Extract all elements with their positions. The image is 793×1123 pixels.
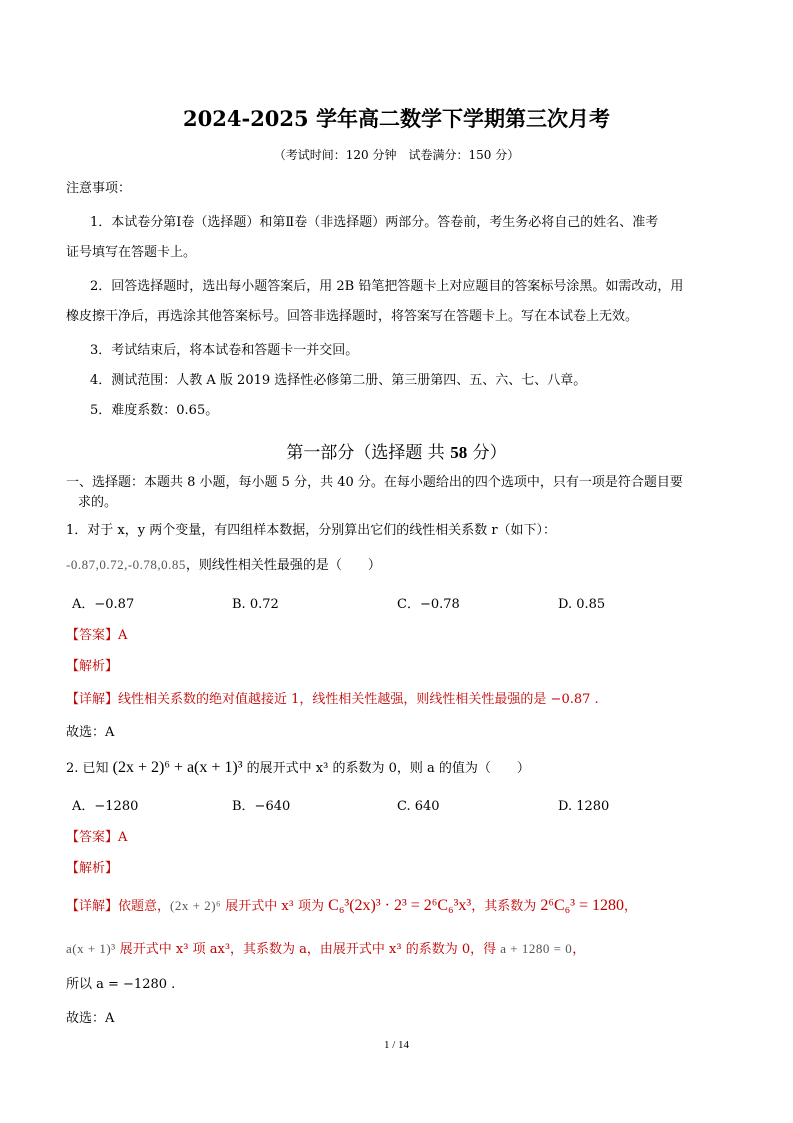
note-3: 3．考试结束后，将本试卷和答题卡一并交回。 [90,343,359,358]
exam-info: （考试时间：120 分钟 试卷满分：150 分） [273,148,520,162]
q1-stem: 1．对于 x，y 两个变量，有四组样本数据，分别算出它们的线性相关系数 r（如下）： [66,523,557,538]
q1-option-d: D. 0.85 [558,597,606,612]
section-instructions-line-1: 一、选择题：本题共 8 小题，每小题 5 分，共 40 分。在每小题给出的四个选项中，只有一项是符合题目要 [66,475,683,490]
q1-option-c: C．−0.78 [397,597,460,612]
q1-analysis-label: 【解析】 [66,659,119,674]
page-title: 2024-2025 学年高二数学下学期第三次月考 [183,106,610,131]
note-1-line-1: 1．本试卷分第Ⅰ卷（选择题）和第Ⅱ卷（非选择题）两部分。答卷前，考生务必将自己的姓名、准考 [90,215,659,230]
note-2-line-1: 2．回答选择题时，选出每小题答案后，用 2B 铅笔把答题卡上对应题目的答案标号涂黑。如需改动，用 [90,279,684,294]
q1-option-b: B. 0.72 [232,597,279,612]
q2-option-d: D. 1280 [558,799,610,814]
q2-option-a: A．−1280 [72,799,139,814]
q1-stem-tail: ，则线性相关性最强的是（ ） [185,558,381,573]
q1-stem-line-2 [66,556,381,575]
q2-detail-line-3: 所以 a = −1280 . [66,977,176,992]
section-instructions-line-2: 求的。 [78,495,118,510]
q2-detail-line-1: 【详解】依题意，(2x + 2)⁶ 展开式中 x³ 项为 C₆³(2x)³ · 2³ = 2⁶C₆³x³，其系数为 2⁶C₆³ = 1280， [66,897,638,914]
q2-option-c: C. 640 [397,799,440,814]
q1-answer: 【答案】A [66,628,128,643]
q2-option-b: B．−640 [232,799,291,814]
q2-stem: 2. 已知 (2x + 2)⁶ + a(x + 1)³ 的展开式中 x³ 的系数为 0，则 a 的值为（ ） [66,759,530,776]
note-4: 4．测试范围：人教 A 版 2019 选择性必修第二册、第三册第四、五、六、七、八章。 [90,373,587,388]
note-2-line-2: 橡皮擦干净后，再选涂其他答案标号。回答非选择题时，将答案写在答题卡上。写在本试卷上无效。 [66,309,639,324]
q1-data-values: -0.87,0.72,-0.78,0.85 [66,557,186,572]
note-5: 5．难度系数：0.65。 [90,403,219,418]
q1-option-a: A．−0.87 [72,597,135,612]
page-number: 1 / 14 [383,1039,410,1051]
notes-heading: 注意事项： [66,181,132,196]
q2-conclusion: 故选：A [66,1011,115,1026]
q1-detail: 【详解】线性相关系数的绝对值越接近 1，线性相关性越强，则线性相关性最强的是 −0.87 . [66,692,599,707]
q2-analysis-label: 【解析】 [66,861,119,876]
q2-detail-line-2: a(x + 1)³ 展开式中 x³ 项 ax³，其系数为 a，由展开式中 x³ 的系数为 0，得 a + 1280 = 0， [66,941,586,957]
q2-answer: 【答案】A [66,830,128,845]
section-title: 第一部分（选择题 共 58 分） [286,443,507,463]
q1-conclusion: 故选：A [66,725,115,740]
note-1-line-2: 证号填写在答题卡上。 [66,245,197,260]
q2-expression: (2x + 2)⁶ + a(x + 1)³ [112,759,243,776]
